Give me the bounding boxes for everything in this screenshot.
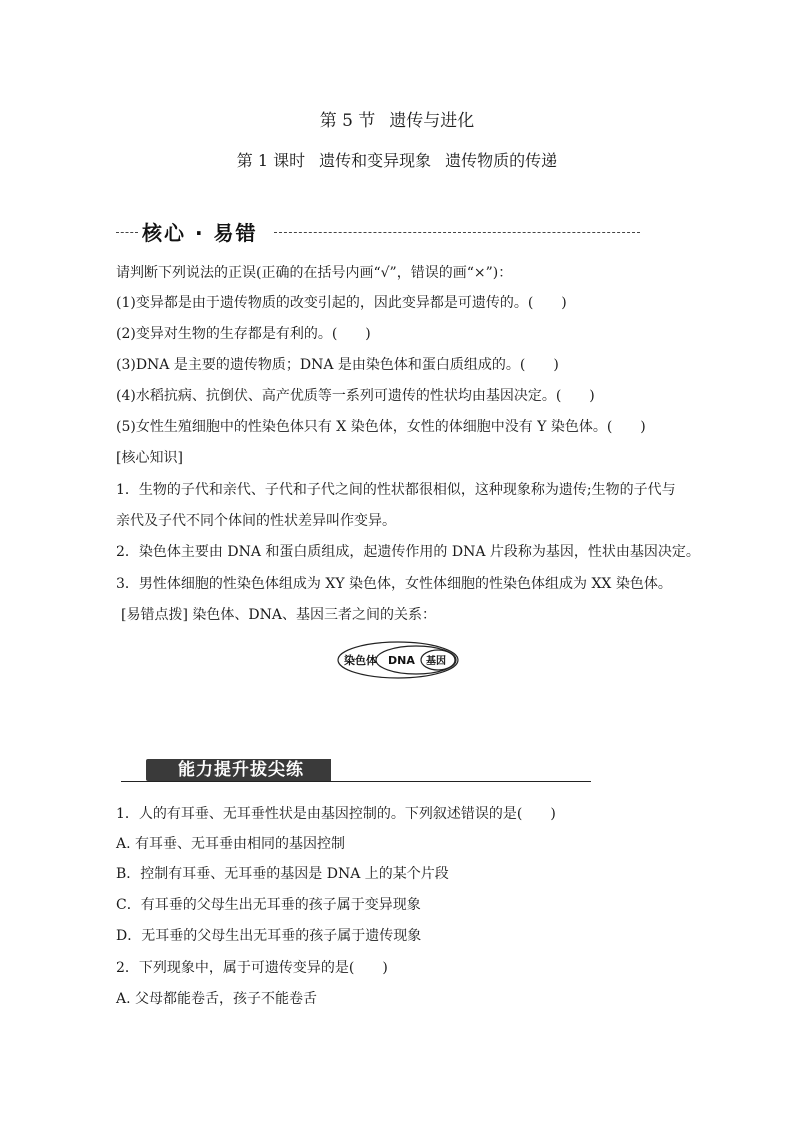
heading-dash-left	[116, 232, 138, 233]
venn-svg	[336, 640, 460, 680]
core-section-heading	[116, 217, 640, 247]
venn-outer-label: 染色体	[344, 654, 377, 667]
q1-option-c: C．有耳垂的父母生出无耳垂的孩子属于变异现象	[116, 897, 421, 913]
lesson-number: 第 1 课时	[236, 151, 306, 170]
question-2: 2．下列现象中，属于可遗传变异的是( )	[116, 960, 388, 976]
lesson-name-2: 遗传物质的传递	[445, 151, 558, 170]
knowledge-line-1: 1．生物的子代和亲代、子代和子代之间的性状都很相似，这种现象称为遗传;生物的子代与	[116, 482, 676, 498]
banner-fade	[331, 757, 461, 783]
lesson-name-1: 遗传和变异现象	[319, 151, 432, 170]
judge-item-5: (5)女性生殖细胞中的性染色体只有 X 染色体，女性的体细胞中没有 Y 染色体。( )	[116, 419, 646, 435]
judge-item-3: (3)DNA 是主要的遗传物质；DNA 是由染色体和蛋白质组成的。( )	[116, 357, 559, 373]
heading-dash-right	[274, 232, 640, 233]
q2-option-a: A. 父母都能卷舌，孩子不能卷舌	[116, 991, 318, 1007]
instruction-text: 请判断下列说法的正误(正确的在括号内画“√”，错误的画“×”)：	[116, 265, 513, 281]
venn-inner-label: 基因	[426, 656, 446, 667]
section-name: 遗传与进化	[389, 111, 475, 131]
venn-middle-label: DNA	[388, 654, 415, 667]
q1-option-b: B．控制有耳垂、无耳垂的基因是 DNA 上的某个片段	[116, 866, 449, 882]
q1-option-a: A. 有耳垂、无耳垂由相同的基因控制	[116, 836, 346, 852]
judge-item-4: (4)水稻抗病、抗倒伏、高产优质等一系列可遗传的性状均由基因决定。( )	[116, 388, 595, 404]
banner-text: 能力提升拔尖练	[178, 760, 304, 780]
lesson-title	[0, 148, 794, 171]
practice-banner	[121, 757, 591, 783]
question-1: 1．人的有耳垂、无耳垂性状是由基因控制的。下列叙述错误的是( )	[116, 806, 556, 822]
q1-option-d: D．无耳垂的父母生出无耳垂的孩子属于遗传现象	[116, 928, 422, 944]
banner-underline	[121, 781, 591, 782]
venn-diagram	[336, 640, 460, 680]
knowledge-label: [核心知识]	[116, 450, 183, 466]
knowledge-line-2: 亲代及子代不同个体间的性状差异叫作变异。	[116, 513, 396, 529]
error-tip: [易错点拨] 染色体、DNA、基因三者之间的关系：	[121, 607, 436, 623]
section-number: 第 5 节	[319, 111, 376, 131]
judge-item-1: (1)变异都是由于遗传物质的改变引起的，因此变异都是可遗传的。( )	[116, 295, 567, 311]
judge-item-2: (2)变异对生物的生存都是有利的。( )	[116, 326, 371, 342]
knowledge-line-4: 3．男性体细胞的性染色体组成为 XY 染色体，女性体细胞的性染色体组成为 XX 染色体。	[116, 576, 672, 592]
knowledge-line-3: 2．染色体主要由 DNA 和蛋白质组成，起遗传作用的 DNA 片段称为基因，性状由基因决定。	[116, 544, 700, 560]
core-heading-text: 核心 · 易错	[142, 221, 258, 245]
section-title	[0, 106, 794, 131]
